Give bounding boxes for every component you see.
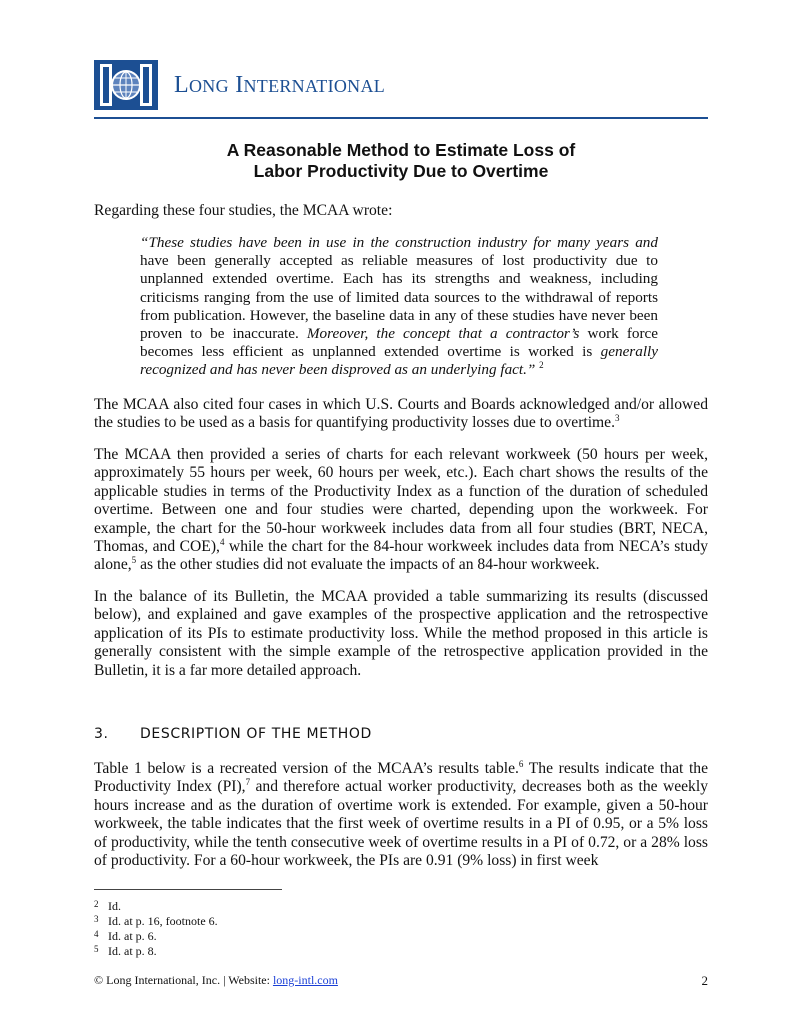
quote-part-3: Moreover, the concept that a contractor’s	[306, 325, 580, 343]
paragraph-charts: The MCAA then provided a series of charts for each relevant workweek (50 hours per week, approximately 55 hours per week, 60 hours per week, etc.). Each chart shows the results of the applicable studies in terms of the Productivity Index as a function of the duration of scheduled overtime. Between one and four studies were charted, depending upon the workweek. For example, the chart for the 50-hour workweek includes data from all four studies (BRT, NECA, Thomas, and COE),$^4$ while the chart for the 84-hour workweek includes data from NECA’s study alone,$^5$ as the other studies did not evaluate the impacts of an 84-hour workweek.	[94, 446, 708, 574]
header-rule	[94, 117, 708, 119]
paragraph-courts: The MCAA also cited four cases in which U.S. Courts and Boards acknowledged and/or allowed the studies to be used as a basis for quantifying productivity losses due to overtime.$^3$	[94, 396, 708, 432]
long-international-logo	[94, 60, 158, 110]
section-title: DESCRIPTION OF THE METHOD	[140, 726, 372, 742]
letterhead	[94, 60, 708, 120]
footnote-ref-6: 6	[518, 759, 524, 769]
quote-part-2: have been generally accepted as reliable measures of lost productivity due to unplanned extended overtime. Each has its strengths and weakness, including criticisms ranging from the use of limited data sources to the withdrawal of reports from publication. However, the baseline data in any of these studies have never been proven to be inaccurate.	[140, 252, 658, 343]
footnote-ref-5: 5	[131, 555, 137, 566]
title-line-1: A Reasonable Method to Estimate Loss of	[226, 140, 576, 160]
company-name: LONG INTERNATIONAL	[174, 72, 386, 98]
footnote: 3 Id. at p. 16, footnote 6.	[94, 914, 218, 928]
article-title	[94, 140, 708, 182]
page-footer	[94, 973, 708, 988]
footnote: 2 Id.	[94, 899, 121, 913]
quote-part-1: “These studies have been in use in the construction industry for many years and	[140, 234, 658, 251]
intro-paragraph: Regarding these four studies, the MCAA wrote:	[94, 202, 393, 219]
footnote-ref-7: 7	[245, 777, 251, 788]
footnote: 5 Id. at p. 8.	[94, 944, 157, 958]
page-number: 2	[701, 973, 708, 988]
footnote-ref-3: 3	[615, 413, 620, 424]
title-line-2: Labor Productivity Due to Overtime	[253, 161, 549, 181]
block-quote	[140, 234, 658, 380]
quote-part-4: work force becomes less efficient as unplanned extended overtime is worked is	[140, 325, 659, 361]
section-number: 3.	[94, 726, 109, 742]
paragraph-bulletin: In the balance of its Bulletin, the MCAA provided a table summarizing its results (discussed below), and explained and gave examples of the prospective application and the retrospective application of its PIs to estimate productivity loss. While the method proposed in this article is generally consistent with the simple example of the retrospective application provided in the Bulletin, it is a far more detailed approach.	[94, 588, 708, 679]
copyright-text: © Long International, Inc. | Website:	[94, 973, 273, 987]
footnote-separator	[94, 889, 282, 890]
quote-part-5: generally recognized and has never been disproved as an underlying fact.”	[140, 343, 658, 379]
section-heading	[94, 726, 372, 742]
website-link[interactable]: long-intl.com	[272, 973, 338, 987]
footnote-ref-4: 4	[219, 537, 225, 548]
footnote-ref-2: 2	[539, 360, 544, 371]
footnote: 4 Id. at p. 6.	[94, 929, 157, 943]
footnotes	[94, 899, 218, 959]
paragraph-table-intro: Table 1 below is a recreated version of the MCAA’s results table.$^6$ The results indicate that the Productivity Index (PI),$^7$ and therefore actual worker productivity, decreases both as the weekly hours increase and as the duration of overtime work is extended. For example, given a 50-hour workweek, the table indicates that the first week of overtime results in a PI of 0.95, or a 5% loss of productivity, while the tenth consecutive week of overtime results in a PI of 0.72, or a 28% loss of productivity. For a 60-hour workweek, the PIs are 0.91 (9% loss) in first week	[94, 759, 708, 870]
